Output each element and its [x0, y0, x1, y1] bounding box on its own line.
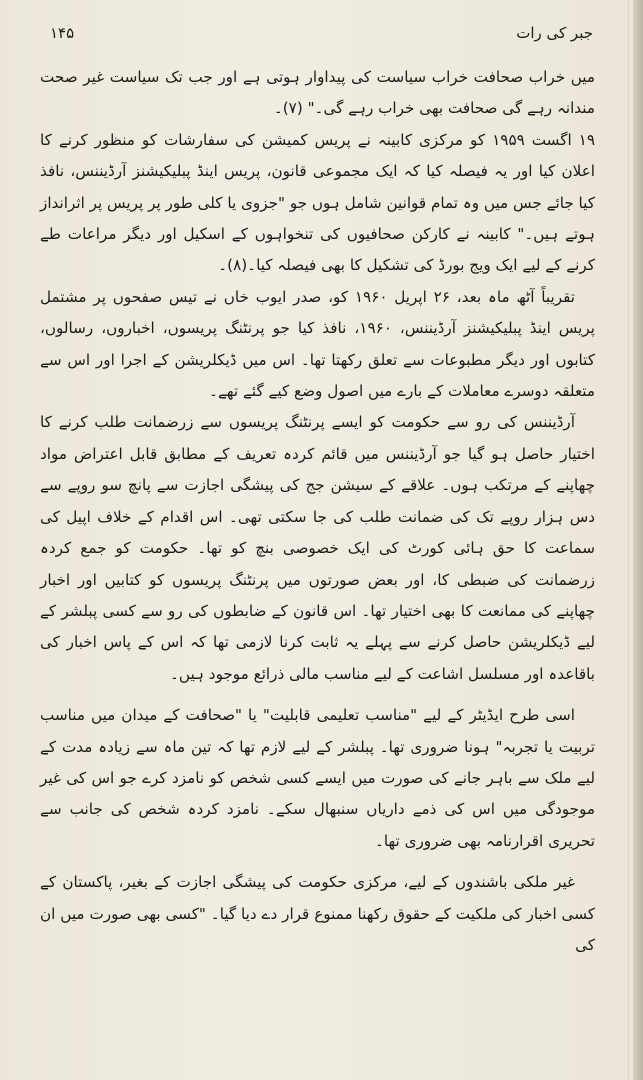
paragraph-4: آرڈیننس کی رو سے حکومت کو ایسے پرنٹنگ پریسوں سے زرضمانت طلب کرنے کا اختیار حاصل ہو گیا جو آرڈیننس میں قائم کردہ تعریف کے مطابق قابل اعتراض مواد چھاپنے کے مرتکب ہوں۔ علاقے کے سیشن جج کی پیشگی اجازت سے پانچ سو روپے سے دس ہزار روپے تک کی ضمانت طلب کی جا سکتی تھی۔ اس اقدام کے خلاف اپیل کی سماعت کا حق ہائی کورٹ کی ایک خصوصی بنچ کو تھا۔ حکومت کو جمع کردہ زرضمانت کی ضبطی کا، اور بعض صورتوں میں پرنٹنگ پریسوں کو کتابیں اور اخبار چھاپنے کی ممانعت کا بھی اختیار تھا۔ اس قانون کے ضابطوں کی رو سے کسی پبلشر کے لیے ڈیکلریشن حاصل کرنے سے پہلے یہ ثابت کرنا لازمی تھا کہ اس کے پاس اخبار کی باقاعدہ اور مسلسل اشاعت کے لیے مناسب مالی ذرائع موجود ہیں۔ — [40, 413, 595, 683]
page-header — [50, 18, 593, 48]
running-title: جبر کی رات — [516, 24, 593, 42]
paragraph-1: میں خراب صحافت خراب سیاست کی پیداوار ہوتی ہے اور جب تک سیاست غیر صحت مندانہ رہے گی صحافت بھی خراب رہے گی۔" (۷)۔ — [40, 68, 595, 118]
paragraph-2: ۱۹ اگست ۱۹۵۹ کو مرکزی کابینہ نے پریس کمیشن کی سفارشات کو منظور کرنے کا اعلان کیا اور یہ فیصلہ کیا کہ ایک مجموعی قانون، پریس اینڈ پبلیکیشنز آرڈیننس، نافذ کیا جائے جس میں وہ تمام قوانین شامل ہوں جو "جزوی یا کلی طور پر پریس پر اثرانداز ہوتے ہیں۔" کابینہ نے کارکن صحافیوں کی تنخواہوں کے اسکیل اور دیگر مراعات طے کرنے کے لیے ایک ویج بورڈ کی تشکیل کا بھی فیصلہ کیا۔(۸)۔ — [40, 130, 595, 275]
page-edge — [633, 0, 643, 1080]
body-text — [40, 62, 595, 961]
page-number: ۱۴۵ — [50, 24, 75, 42]
page-fold-line — [628, 0, 629, 1080]
paragraph-3: تقریباً آٹھ ماہ بعد، ۲۶ اپریل ۱۹۶۰ کو، صدر ایوب خاں نے تیس صفحوں پر مشتمل پریس اینڈ پبلیکیشنز آرڈیننس، ۱۹۶۰، نافذ کیا جو پرنٹنگ پریسوں، اخباروں، رسالوں، کتابوں اور دیگر مطبوعات سے تعلق رکھتا تھا۔ اس میں ڈیکلریشن کے اجرا اور اس سے متعلقہ دوسرے معاملات کے بارے میں اصول وضع کیے گئے تھے۔ — [40, 287, 596, 401]
paragraph-5: اسی طرح ایڈیٹر کے لیے "مناسب تعلیمی قابلیت" یا "صحافت کے میدان میں مناسب تربیت یا تجربہ" ہونا ضروری تھا۔ پبلشر کے لیے لازم تھا کہ تین ماہ سے زیادہ مدت کے لیے ملک سے باہر جانے کی صورت میں ایسے کسی شخص کو نامزد کرے جو اس کی غیر موجودگی میں اس کی ذمے داریاں سنبھال سکے۔ نامزد کردہ شخص کی جانب سے تحریری اقرارنامہ بھی ضروری تھا۔ — [40, 706, 595, 850]
paragraph-6: غیر ملکی باشندوں کے لیے، مرکزی حکومت کی پیشگی اجازت کے بغیر، پاکستان کے کسی اخبار کی ملکیت کے حقوق رکھنا ممنوع قرار دے دیا گیا۔ "کسی بھی صورت میں ان کی — [40, 873, 595, 954]
